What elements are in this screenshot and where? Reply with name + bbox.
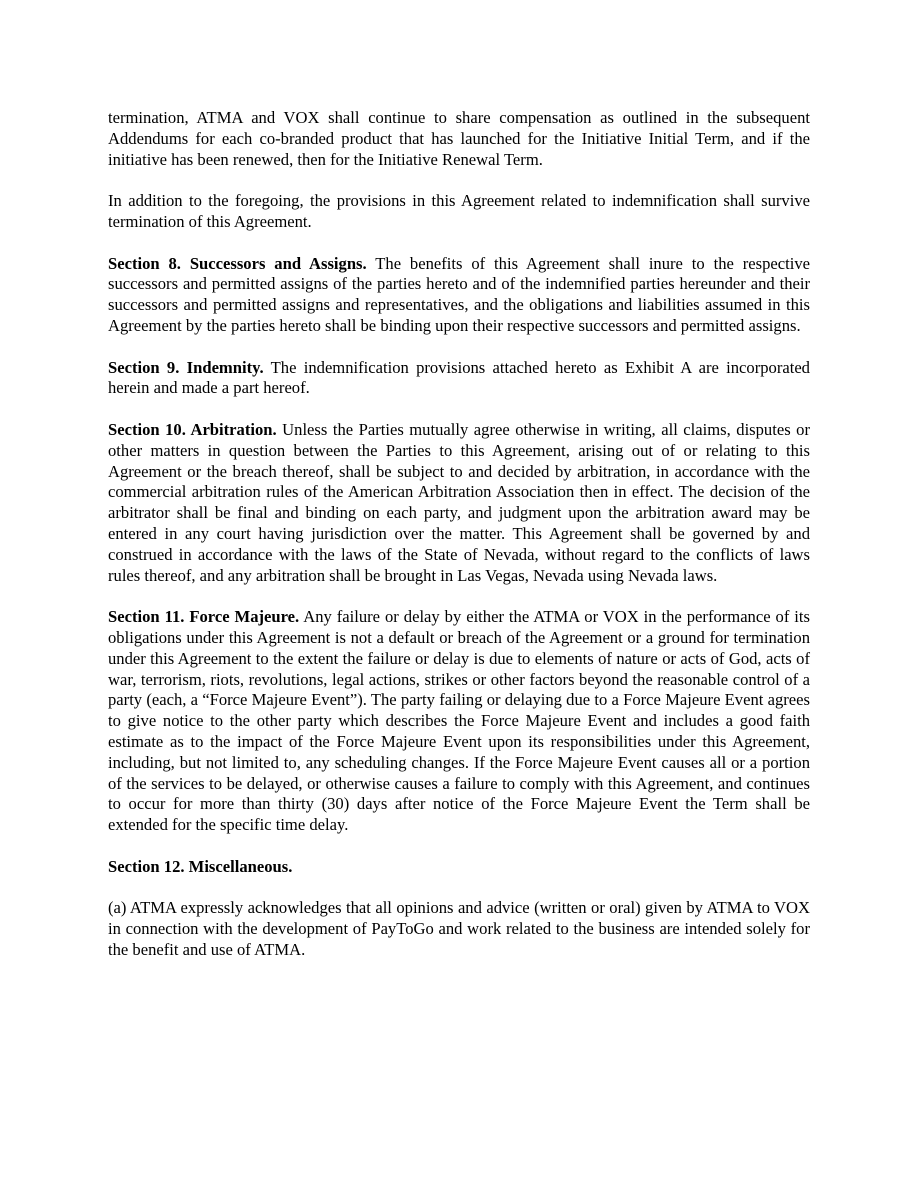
section-12a-opinions-and-advice: [108, 898, 810, 960]
section-heading: Section 8. Successors and Assigns.: [108, 253, 367, 273]
section-heading: Section 9. Indemnity.: [108, 357, 264, 377]
section-10-arbitration: [108, 420, 810, 586]
paragraph-indemnification-survival: [108, 191, 810, 233]
document-page: [108, 108, 810, 981]
section-heading: Section 11. Force Majeure.: [108, 607, 300, 627]
paragraph-text: termination, ATMA and VOX shall continue to share compensation as outlined in the subsequent Addendums for each co-branded product that has launched for the Initiative Initial Term, and if the initiative has been renewed, then for the Initiative Renewal Term.: [108, 108, 810, 169]
section-text: Any failure or delay by either the ATMA or VOX in the performance of its obligations under this Agreement is not a default or breach of the Agreement or a ground for termination under this Agreement to the extent the failure or delay is due to elements of nature or acts of God, acts of war, terrorism, riots, revolutions, legal actions, strikes or other factors beyond the reasonable control of a party (each, a “Force Majeure Event”). The party failing or delaying due to a Force Majeure Event agrees to give notice to the other party which describes the Force Majeure Event and includes a good faith estimate as to the impact of the Force Majeure Event upon its responsibilities under this Agreement, including, but not limited to, any scheduling changes. If the Force Majeure Event causes all or a portion of the services to be delayed, or otherwise causes a failure to comply with this Agreement, and continues to occur for more than thirty (30) days after notice of the Force Majeure Event the Term shall be extended for the specific time delay.: [108, 607, 810, 835]
section-text: Unless the Parties mutually agree otherwise in writing, all claims, disputes or other matters in question between the Parties to this Agreement, arising out of or relating to this Agreement or the breach thereof, shall be subject to and decided by arbitration, in accordance with the commercial arbitration rules of the American Arbitration Association then in effect. The decision of the arbitrator shall be final and binding on each party, and judgment upon the arbitration award may be entered in any court having jurisdiction over the matter. This Agreement shall be governed by and construed in accordance with the laws of the State of Nevada, without regard to the conflicts of laws rules thereof, and any arbitration shall be brought in Las Vegas, Nevada using Nevada laws.: [108, 419, 810, 585]
paragraph-termination-compensation: [108, 108, 810, 170]
section-9-indemnity: [108, 358, 810, 400]
section-text: The indemnification provisions attached hereto as Exhibit A are incorporated herein and made a part hereof.: [108, 357, 810, 398]
section-11-force-majeure: [108, 607, 810, 836]
section-heading: Section 10. Arbitration.: [108, 419, 277, 439]
section-8-successors-and-assigns: [108, 254, 810, 337]
section-text: The benefits of this Agreement shall inure to the respective successors and permitted assigns of the parties hereto and of the indemnified parties hereunder and their successors and permitted assigns and representatives, and the obligations and liabilities assumed in this Agreement by the parties hereto shall be binding upon their respective successors and permitted assigns.: [108, 253, 810, 335]
section-heading: Section 12. Miscellaneous.: [108, 856, 293, 876]
paragraph-text: (a) ATMA expressly acknowledges that all opinions and advice (written or oral) given by ATMA to VOX in connection with the development of PayToGo and work related to the business are intended solely for the benefit and use of ATMA.: [108, 898, 810, 959]
section-12-miscellaneous: [108, 857, 810, 878]
paragraph-text: In addition to the foregoing, the provisions in this Agreement related to indemnification shall survive termination of this Agreement.: [108, 191, 810, 231]
